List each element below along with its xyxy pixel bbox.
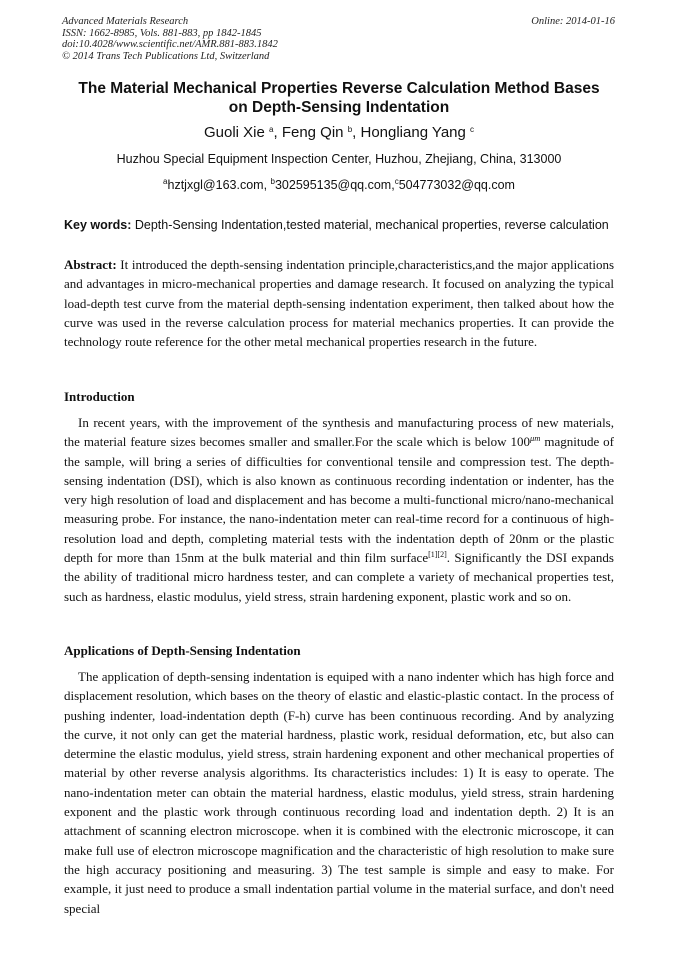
author-name: Hongliang Yang [360,124,466,141]
journal-name: Advanced Materials Research [62,16,189,27]
abstract [64,255,614,351]
issn-line: ISSN: 1662-8985, Vols. 881-883, pp 1842-1845 [62,27,262,39]
intro-text-a: In recent years, with the improvement of the synthesis and manufacturing process of new materials, the material feature sizes becomes smaller and smaller.For the scale which is below 100 [64,415,614,450]
introduction-heading: Introduction [64,389,135,404]
intro-text-b: magnitude of the sample, will bring a series of difficulties for conventional tensile and compression test. The depth-sensing indentation (DSI), which is also known as continuous recording indentation or indenter, has the very high resolution of load and displacement and has become a multi-functional micro/nano-mechanical measuring probe. For instance, the nano-indentation meter can real-time record for a continuous of high-resolution load and depth, completing material tests with the indentation depth of 20nm or the plastic depth for more than 15nm at the bulk material and thin film surface [64,434,614,566]
citation-ref[interactable]: [1][2] [428,550,447,560]
author-name: Guoli Xie [203,124,265,141]
abstract-text: It introduced the depth-sensing indentation principle,characteristics,and the major applications and advantages in micro-mechanical properties and damage research. It focused on analyzing the typical load-depth test curve from the material depth-sensing indentation experiment, then talked about how the curve was used in the reverse calculation process for material mechanics properties. It can provide the technology route reference for the other metal mechanical properties research in the future. [64,257,614,350]
journal-header [62,16,278,62]
title-line-1: The Material Mechanical Properties Reverse Calculation Method Bases [78,80,600,97]
keywords [64,218,609,232]
author-mark: b [347,125,353,134]
email-mark: b [270,177,275,186]
keywords-text: Depth-Sensing Indentation,tested material, mechanical properties, reverse calculation [131,218,609,232]
intro-text-c: . Significantly the DSI expands the ability of traditional micro hardness tester, and can complete a variety of mechanical properties test, such as hardness, elastic modulus, yield stress, strain hardening exponent, plastic work and so on. [64,550,614,604]
abstract-label: Abstract: [64,257,117,272]
affiliation: Huzhou Special Equipment Inspection Center, Huzhou, Zhejiang, China, 313000 [116,152,562,166]
email-address[interactable]: 504773032@qq.com [398,178,515,192]
author-separator: , [352,124,361,141]
email-address[interactable]: 302595135@qq.com, [274,178,395,192]
applications-heading: Applications of Depth-Sensing Indentation [64,643,301,658]
doi-line[interactable]: doi:10.4028/www.scientific.net/AMR.881-883.1842 [62,39,278,50]
online-date: Online: 2014-01-16 [531,16,615,27]
author-mark: a [269,125,274,134]
applications-paragraph: The application of depth-sensing indentation is equiped with a nano indenter which has high force and displacement resolution, which bases on the theory of elastic and elastic-plastic contact. In the process of pushing indenter, load-indentation depth (F-h) curve has been continuous recording. And by analyzing the curve, it not only can get the material hardness, plastic work, residual deformation, etc, but also can determine the elastic modulus, yield stress, strain hardening exponent and other mechanical properties of material by other reverse analysis algorithms. Its characteristics includes: 1) It is easy to operate. The nano-indentation meter can obtain the material hardness, elastic modulus, yield stress, strain hardening exponent and the plastic work through continuous recording load and indentation depth. 2) It is an attachment of scanning electron microscope. when it is combined with the electronic microscope, it can make full use of electron microscope magnification and the characteristic of high resolution to make sure the high accuracy positioning and measuring. 3) The test sample is simple and easy to make. For example, it just need to produce a small indentation partial volume in the material surface, and don't need special [64,669,614,916]
paper-title [40,79,638,117]
keywords-label: Key words: [64,218,132,232]
email-address[interactable]: hztjxgl@163.com, [167,178,271,192]
micrometer-unit: μm [530,433,541,444]
title-line-2: on Depth-Sensing Indentation [228,99,450,116]
email-mark: c [394,177,399,186]
introduction-paragraph [64,413,614,606]
author-mark: c [470,125,475,134]
copyright-line: © 2014 Trans Tech Publications Ltd, Switzerland [62,50,270,62]
author-list [0,124,678,141]
email-list [0,178,678,192]
email-mark: a [163,177,168,186]
author-separator: , [273,124,282,141]
author-name: Feng Qin [281,124,344,141]
